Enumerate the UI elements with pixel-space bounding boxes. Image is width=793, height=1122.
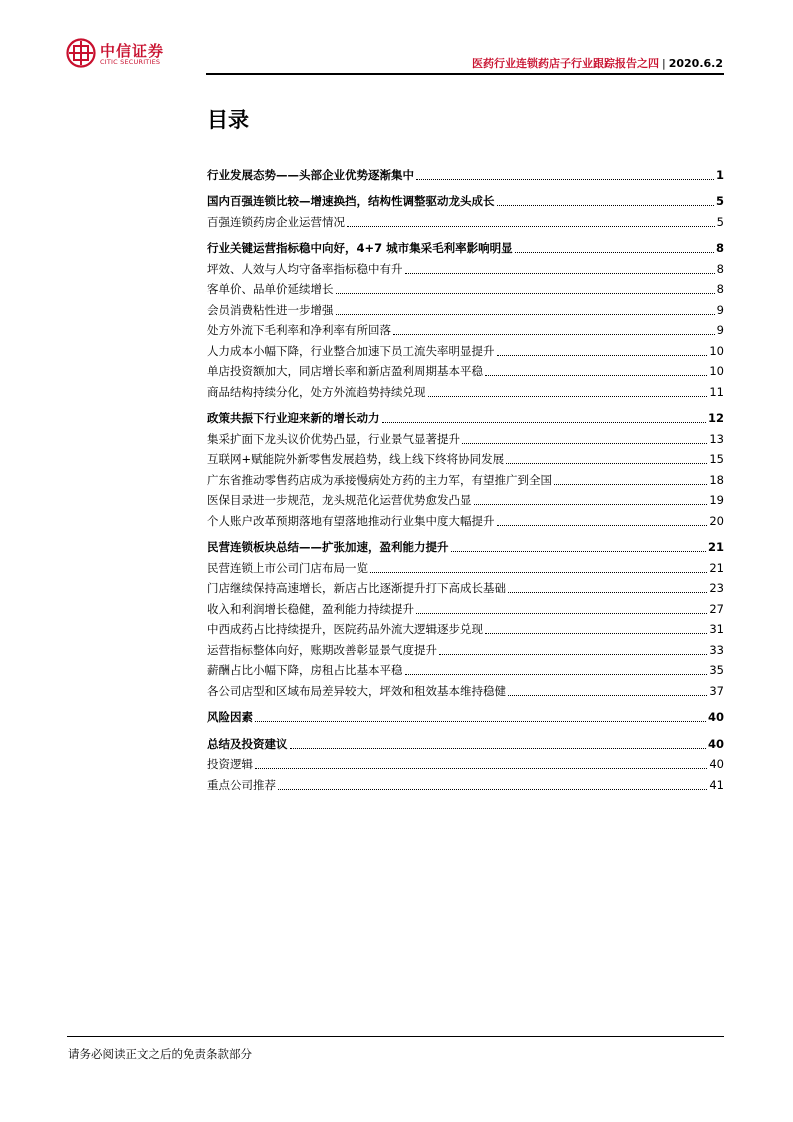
toc-dot-leader <box>405 272 715 274</box>
toc-subsection-entry[interactable] <box>207 318 724 339</box>
toc-dot-leader <box>451 550 706 552</box>
toc-dot-leader <box>506 462 707 464</box>
toc-subsection-entry[interactable] <box>207 678 724 699</box>
toc-subsection-entry[interactable] <box>207 576 724 597</box>
footer-disclaimer: 请务必阅读正文之后的免责条款部分 <box>68 1047 252 1061</box>
report-date: 2020.6.2 <box>668 57 723 70</box>
toc-dot-leader <box>497 354 708 356</box>
toc-section-entry[interactable] <box>207 162 724 183</box>
toc-page-number: 40 <box>707 710 724 724</box>
toc-dot-leader <box>416 612 707 614</box>
toc-entry-title: 总结及投资建议 <box>207 736 288 751</box>
toc-page-number: 40 <box>709 757 724 771</box>
toc-subsection-entry[interactable] <box>207 508 724 529</box>
toc-dot-leader <box>439 653 707 655</box>
toc-entry-title: 收入和利润增长稳健，盈利能力持续提升 <box>207 601 414 616</box>
toc-page-number: 18 <box>709 472 724 487</box>
toc-dot-leader <box>393 333 715 335</box>
citic-logo-icon <box>66 38 96 68</box>
toc-page-number: 19 <box>709 493 724 507</box>
toc-page-number: 20 <box>709 513 724 528</box>
toc-page-number: 40 <box>707 736 724 751</box>
toc-entry-title: 各公司店型和区域布局差异较大，坪效和租效基本维持稳健 <box>207 683 506 698</box>
toc-page-number: 8 <box>716 282 724 296</box>
toc-page-number: 10 <box>709 364 724 378</box>
toc-dot-leader <box>336 313 715 315</box>
toc-dot-leader <box>485 632 707 634</box>
toc-page-number: 31 <box>709 622 724 636</box>
toc-page-number: 5 <box>715 194 724 208</box>
toc-page-number: 1 <box>715 167 724 182</box>
toc-dot-leader <box>290 747 706 749</box>
toc-entry-title: 人力成本小幅下降，行业整合加速下员工流失率明显提升 <box>207 343 495 358</box>
toc-dot-leader <box>515 251 714 253</box>
toc-section-entry[interactable] <box>207 535 724 556</box>
toc-entry-title: 集采扩面下龙头议价优势凸显，行业景气显著提升 <box>207 431 460 446</box>
toc-dot-leader <box>554 483 707 485</box>
toc-entry-title: 政策共振下行业迎来新的增长动力 <box>207 411 380 425</box>
toc-page-number: 10 <box>709 343 724 358</box>
toc-dot-leader <box>462 442 707 444</box>
logo-name-cn: 中信证券 <box>100 42 165 60</box>
toc-page-number: 5 <box>716 214 724 229</box>
toc-subsection-entry[interactable] <box>207 488 724 509</box>
toc-dot-leader <box>508 694 707 696</box>
toc-page-number: 11 <box>709 384 724 399</box>
header-separator: | <box>662 57 666 70</box>
toc-dot-leader <box>278 788 707 790</box>
toc-section-entry[interactable] <box>207 189 724 210</box>
toc-entry-title: 个人账户改革预期落地有望落地推动行业集中度大幅提升 <box>207 513 495 528</box>
toc-entry-title: 处方外流下毛利率和净利率有所回落 <box>207 323 391 337</box>
toc-entry-title: 广东省推动零售药店成为承接慢病处方药的主力军，有望推广到全国 <box>207 472 552 487</box>
toc-dot-leader <box>255 720 706 722</box>
toc-subsection-entry[interactable] <box>207 467 724 488</box>
toc-dot-leader <box>485 374 707 376</box>
toc-page-number: 21 <box>707 540 724 554</box>
toc-subsection-entry[interactable] <box>207 617 724 638</box>
toc-subsection-entry[interactable] <box>207 637 724 658</box>
toc-entry-title: 投资逻辑 <box>207 757 253 771</box>
toc-entry-title: 坪效、人效与人均守备率指标稳中有升 <box>207 261 403 276</box>
toc-subsection-entry[interactable] <box>207 658 724 679</box>
toc-entry-title: 重点公司推荐 <box>207 777 276 792</box>
toc-page-number: 37 <box>709 683 724 698</box>
toc-section-entry[interactable] <box>207 731 724 752</box>
toc-subsection-entry[interactable] <box>207 772 724 793</box>
toc-page-number: 27 <box>709 601 724 616</box>
toc-entry-title: 商品结构持续分化，处方外流趋势持续兑现 <box>207 384 426 399</box>
toc-entry-title: 风险因素 <box>207 710 253 724</box>
toc-dot-leader <box>370 571 707 573</box>
toc-dot-leader <box>382 421 706 423</box>
header-report-title <box>472 55 723 71</box>
toc-subsection-entry[interactable] <box>207 447 724 468</box>
toc-page-number: 13 <box>709 431 724 446</box>
page-header <box>0 0 793 80</box>
toc-entry-title: 薪酬占比小幅下降，房租占比基本平稳 <box>207 663 403 677</box>
toc-page-number: 9 <box>716 323 724 337</box>
toc-dot-leader <box>508 591 707 593</box>
toc-entry-title: 运营指标整体向好，账期改善彰显景气度提升 <box>207 642 437 657</box>
footer-divider <box>67 1036 724 1037</box>
toc-entry-title: 会员消费粘性进一步增强 <box>207 302 334 317</box>
toc-entry-title: 医保目录进一步规范，龙头规范化运营优势愈发凸显 <box>207 493 472 507</box>
logo-name-en: CITIC SECURITIES <box>100 58 161 66</box>
toc-subsection-entry[interactable] <box>207 752 724 773</box>
toc-subsection-entry[interactable] <box>207 379 724 400</box>
toc-page-number: 8 <box>715 241 724 255</box>
toc-subsection-entry[interactable] <box>207 297 724 318</box>
toc-page-number: 15 <box>709 452 724 466</box>
toc-page-number: 35 <box>709 663 724 677</box>
toc-page-number: 33 <box>709 642 724 657</box>
toc-subsection-entry[interactable] <box>207 209 724 230</box>
toc-subsection-entry[interactable] <box>207 277 724 298</box>
page-title: 目录 <box>207 108 249 132</box>
toc-entry-title: 百强连锁药房企业运营情况 <box>207 214 345 229</box>
toc-subsection-entry[interactable] <box>207 256 724 277</box>
toc-dot-leader <box>405 673 708 675</box>
toc-subsection-entry[interactable] <box>207 555 724 576</box>
toc-dot-leader <box>428 395 708 397</box>
header-divider <box>206 73 724 75</box>
toc-entry-title: 中西成药占比持续提升，医院药品外流大逻辑逐步兑现 <box>207 622 483 636</box>
toc-dot-leader <box>255 767 707 769</box>
toc-section-entry[interactable] <box>207 705 724 726</box>
toc-entry-title: 民营连锁板块总结——扩张加速，盈利能力提升 <box>207 540 449 554</box>
toc-subsection-entry[interactable] <box>207 338 724 359</box>
toc-page-number: 23 <box>709 581 724 595</box>
toc-dot-leader <box>497 204 714 206</box>
toc-subsection-entry[interactable] <box>207 426 724 447</box>
toc-dot-leader <box>497 524 708 526</box>
toc-entry-title: 互联网+赋能院外新零售发展趋势，线上线下终将协同发展 <box>207 452 505 466</box>
toc-entry-title: 客单价、品单价延续增长 <box>207 282 334 296</box>
toc-subsection-entry[interactable] <box>207 596 724 617</box>
toc-subsection-entry[interactable] <box>207 359 724 380</box>
toc-entry-title: 门店继续保持高速增长，新店占比逐渐提升打下高成长基础 <box>207 581 506 595</box>
citic-logo <box>66 38 178 72</box>
toc-entry-title: 行业发展态势——头部企业优势逐渐集中 <box>207 167 414 182</box>
toc-page-number: 9 <box>716 302 724 317</box>
toc-dot-leader <box>474 503 708 505</box>
toc-dot-leader <box>336 292 715 294</box>
toc-page-number: 8 <box>716 261 724 276</box>
toc-section-entry[interactable] <box>207 236 724 257</box>
toc-section-entry[interactable] <box>207 406 724 427</box>
table-of-contents <box>207 162 724 793</box>
toc-page-number: 21 <box>709 560 724 575</box>
toc-entry-title: 国内百强连锁比较—增速换挡，结构性调整驱动龙头成长 <box>207 194 495 208</box>
toc-page-number: 41 <box>709 777 724 792</box>
toc-dot-leader <box>347 225 715 227</box>
toc-entry-title: 单店投资额加大，同店增长率和新店盈利周期基本平稳 <box>207 364 483 378</box>
toc-entry-title: 民营连锁上市公司门店布局一览 <box>207 560 368 575</box>
report-title: 医药行业连锁药店子行业跟踪报告之四 <box>472 57 659 70</box>
toc-entry-title: 行业关键运营指标稳中向好，4+7 城市集采毛利率影响明显 <box>207 241 513 255</box>
toc-dot-leader <box>416 178 714 180</box>
toc-page-number: 12 <box>707 411 724 425</box>
